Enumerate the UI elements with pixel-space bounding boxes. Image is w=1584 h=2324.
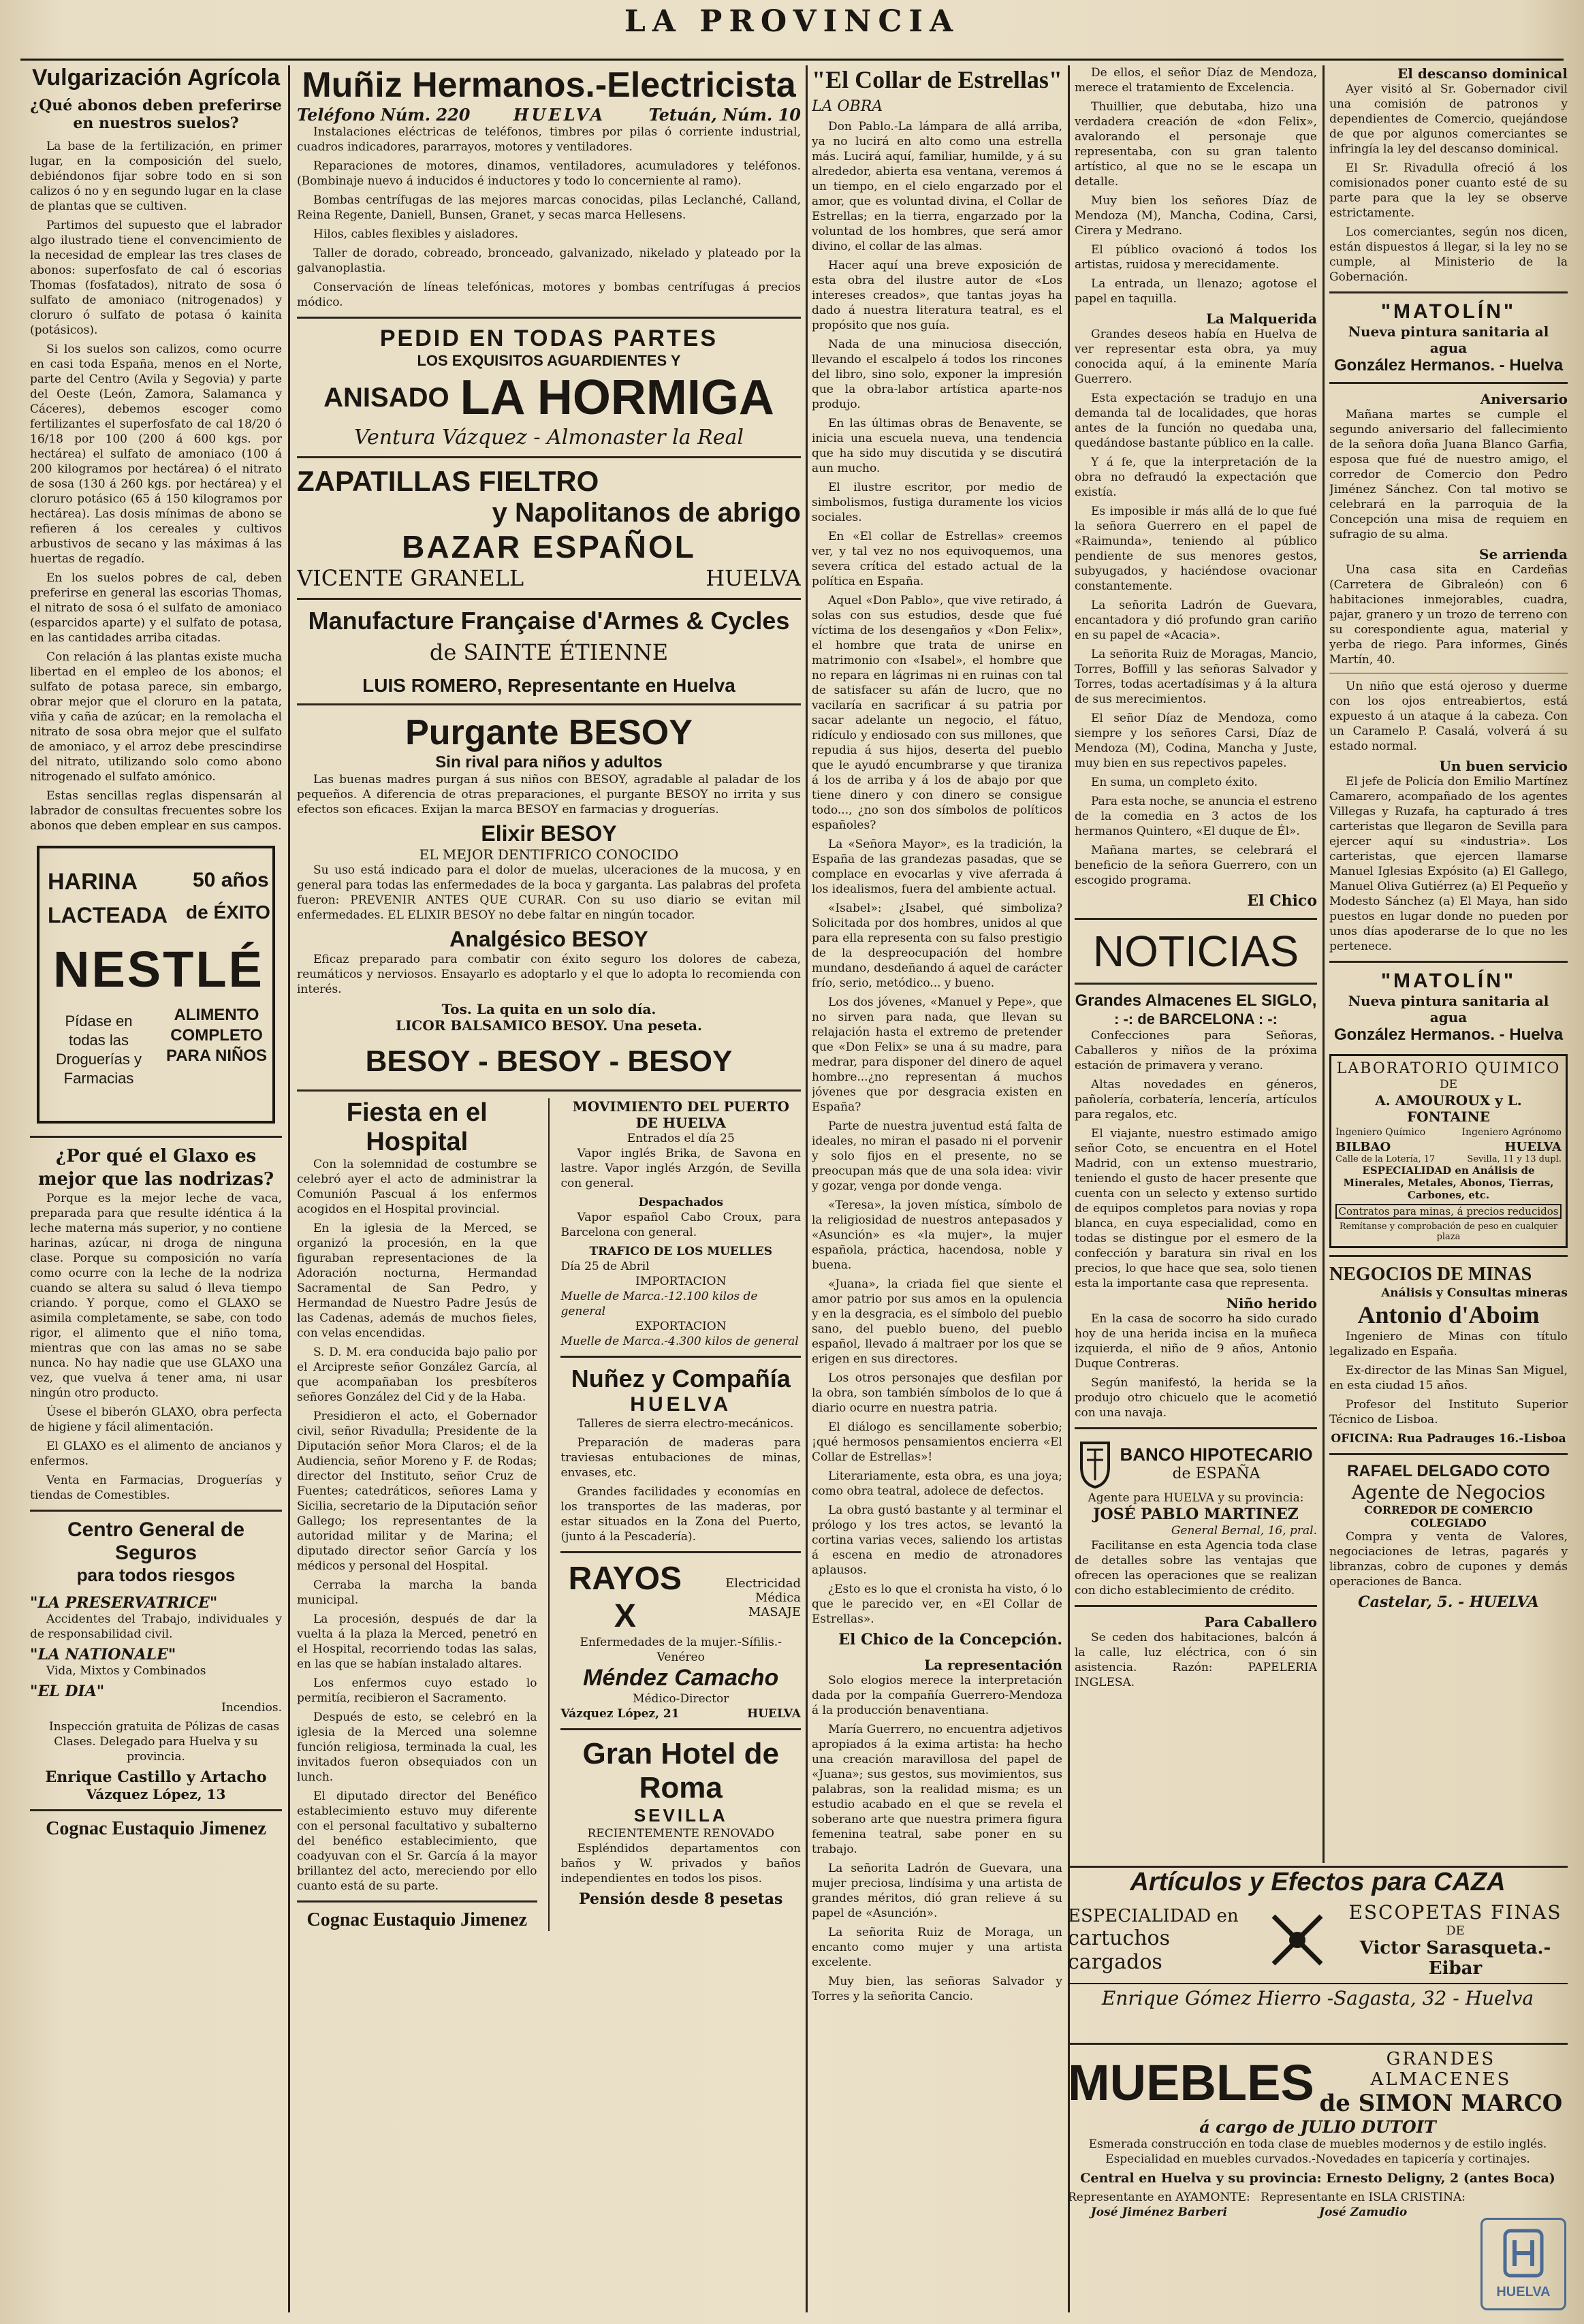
paragraph: La base de la fertilización, en primer lugar, en la composición del suelo, debiéndonos fijar sobre todo en si son calizos ó no y en segundo lugar en la clase de plantas que se cultiven. xyxy=(30,140,282,213)
muebles-ad xyxy=(1068,2043,1568,2220)
bazar-city: HUELVA xyxy=(706,565,801,591)
besoy-licor: LICOR BALSAMICO BESOY. Una peseta. xyxy=(396,1017,702,1034)
bazar-owner: VICENTE GRANELL xyxy=(297,565,524,591)
caza-especialidad: ESPECIALIDAD en xyxy=(1068,1906,1239,1926)
paragraph: El señor Díaz de Mendoza, como siempre y los señores Carsi, Díaz de Mendoza (M), Codina, Mancha y Juste, muy bien en sus repectivos papeles. xyxy=(1075,712,1317,770)
paragraph: «Isabel»: ¿Isabel, qué simboliza? Solicitada por dos hombres, unidos al que para ella representa con su falso prestigio de la despreocupación del hombre mundano, desdeñando á aquel de carácter frío, serio, metódico... y bueno. xyxy=(812,902,1062,990)
caza-cartuchos: cartuchos cargados xyxy=(1068,1926,1170,1974)
paragraph: Mañana martes, se celebrará el beneficio de la señora Guerrero, con un escogido programa. xyxy=(1075,844,1317,887)
rayos-city: HUELVA xyxy=(747,1707,801,1721)
besoy-sub: Sin rival para niños y adultos xyxy=(435,753,663,771)
nunez-line: Grandes facilidades y economías en los transportes de las maderas, por estar situados en la Zona del Puerto, (junto á la Pescadería). xyxy=(560,1485,801,1544)
banco-ad xyxy=(1075,1436,1317,1491)
paragraph: Después de esto, se celebró en la iglesia de la Merced una solemne función religiosa, terminada la cual, les invitados fueron obsequiados con un lunch. xyxy=(297,1710,537,1784)
seguros-agent: Enrique Castillo y Artacho xyxy=(45,1768,267,1786)
article-question: ¿Qué abonos deben preferirse en nuestros suelos? xyxy=(30,97,282,132)
hormiga-line1: PEDID EN TODAS PARTES xyxy=(379,325,718,351)
bazar-ad xyxy=(297,465,801,591)
divider xyxy=(30,1136,282,1138)
hotel-title: Gran Hotel de Roma xyxy=(582,1737,779,1804)
muebles-almacenes: GRANDES ALMACENES xyxy=(1370,2049,1512,2090)
divider xyxy=(297,317,801,319)
nestle-exito: de ÉXITO xyxy=(186,902,270,923)
paragraph: Cerraba la marcha la banda municipal. xyxy=(297,1578,537,1607)
electricista-title: Muñiz Hermanos.-Electricista xyxy=(302,65,796,105)
lab-name: A. AMOUROUX y L. FONTAINE xyxy=(1375,1092,1522,1125)
bazar-line1: ZAPATILLAS FIELTRO xyxy=(297,465,599,497)
hormiga-ad xyxy=(297,325,801,449)
lab-contratos: Contratos para minas, á precios reducidos xyxy=(1335,1204,1562,1219)
armes-line3: LUIS ROMERO, Representante en Huelva xyxy=(362,675,735,696)
paragraph: En suma, un completo éxito. xyxy=(1091,776,1258,789)
nestle-ad xyxy=(37,846,275,1124)
muebles-title: MUEBLES xyxy=(1068,2054,1314,2111)
minas-name: Antonio d'Aboim xyxy=(1357,1301,1540,1328)
paragraph: El diputado director del Benéfico establecimiento estuvo muy diferente con el personal facultativo y subalterno del benéfico establecimiento, que coadyuvan con el Sr. García á la mayor brillantez del acto, mereciendo por ello cuanto está de su parte. xyxy=(297,1789,537,1893)
bazar-name: BAZAR ESPAÑOL xyxy=(402,529,696,564)
column-4 xyxy=(812,65,1062,2312)
puerto-entrados: Vapor inglés Brika, de Savona en lastre. Vapor inglés Arzgón, de Sevilla con general. xyxy=(560,1147,801,1190)
paragraph: Venta en Farmacias, Droguerías y tiendas de Comestibles. xyxy=(30,1474,282,1502)
hotel-renovado: RECIENTEMENTE RENOVADO xyxy=(587,1827,774,1841)
electricista-line: Instalaciones eléctricas de teléfonos, timbres por pilas ó corriente industrial, cuadros indicadores, pararrayos, motores y ventiladores. xyxy=(297,125,801,154)
library-stamp xyxy=(1480,2218,1566,2310)
paragraph: Literariamente, esta obra, es una joya; como obra teatral, adolece de defectos. xyxy=(812,1469,1062,1498)
puerto-heading: MOVIMIENTO DEL PUERTO DE HUELVA xyxy=(572,1098,789,1131)
paragraph: El viajante, nuestro estimado amigo señor Coto, se encuentra en el Hotel Madrid, con un extenso muestrario, teniendo el gusto de hacer presente que cuenta con un selecto y extenso surtido de equipos completos para novias y ropa blanca, en cuya especialidad, como en todas se distingue por el esmero de la confección y baratura sin rival en los precios, lo que hace que sea, solo tienen esta la importante casa que representa. xyxy=(1075,1127,1317,1290)
paragraph: Úsese el biberón GLAXO, obra perfecta de higiene y fácil alimentación. xyxy=(30,1405,282,1434)
nunez-title: Nuñez y Compañía xyxy=(571,1365,791,1392)
exp-head: EXPORTACION xyxy=(635,1320,727,1333)
imp-value: Muelle de Marca.-12.100 kilos de general xyxy=(560,1290,758,1318)
paragraph: Los comerciantes, según nos dicen, están dispuestos á llegar, si la ley no se cumple, al Ministerio de la Gobernación. xyxy=(1329,225,1568,284)
muebles-desc: Esmerada construcción en toda clase de muebles modernos y de estilo inglés. Especialidad en muebles curvados.-Novedades en tapicería y cortinajes. xyxy=(1088,2137,1547,2166)
lab-addresses xyxy=(1335,1154,1562,1164)
column-1 xyxy=(30,65,282,2312)
lab-role: Ingeniero Agrónomo xyxy=(1461,1127,1562,1138)
caza-ad xyxy=(1068,1866,1568,2009)
caza-escopetas: ESCOPETAS FINAS xyxy=(1348,1901,1562,1924)
paragraph: Con relación á las plantas existe mucha libertad en el empleo de los abonos; el sulfato de potasa parece, sin embargo, obrar mejor que el cloruro en la patata, viña y caña de azúcar; en la remolacha el nitrato de sosa obra mejor que el sulfato de amoniaco, y el arroz debe prescindirse del nitrato, utilizando solo como abono nitrogenado el sulfato amónico. xyxy=(30,650,282,784)
divider xyxy=(1329,1453,1568,1455)
paragraph: El Sr. Rivadulla ofreció á los comisionados poner cuanto esté de su parte para que la ley se observe estrictamente. xyxy=(1329,161,1568,220)
paragraph: La señorita Ladrón de Guevara, encantadora y dió profundo gran cariño en su papel de «Acacia». xyxy=(1075,599,1317,642)
matolin-sub: Nueva pintura sanitaria al agua xyxy=(1348,993,1549,1025)
paragraph: Si los suelos son calizos, como ocurre en casi toda España, menos en el Norte, parte del Centro (Avila y Segovia) y parte del Oeste (León, Zamora, Salamanca y Cáceres), debemos escoger como fertilizantes el superfosfato de cal 18/20 ó 16/18 por 100 (200 á 600 kgs. por hectárea) el sulfato de amoniaco (100 á 200 kilogramos por hectárea) ó el nitrato de sosa (130 á 260 kgs. por hectárea) y el cloruro potásico (65 á 150 kilogramos por hectárea). Las dosis mínimas de abono se refieren á los cereales y cultivos arbustivos de secano y las máximas á las huertas de regadío. xyxy=(30,343,282,566)
nestle-harina: HARINA xyxy=(48,869,138,895)
divider xyxy=(297,1900,537,1903)
paragraph: La señorita Ruiz de Moragas, Mancio, Torres, Boffill y las señoras Salvador y Torres, todas acertadísimas y á la altura de sus merecimientos. xyxy=(1075,648,1317,706)
rayos-row xyxy=(560,1560,801,1635)
signature: El Chico de la Concepción. xyxy=(838,1631,1062,1649)
divider xyxy=(297,598,801,600)
electricista-ad xyxy=(297,65,801,310)
besoy-elixir: Elixir BESOY xyxy=(481,821,617,846)
divider xyxy=(1329,291,1568,293)
paragraph: La señorita Ladrón de Guevara, una mujer preciosa, lindísima y una artista de grandes méritos, dió gran relieve á su papel de «Asunción». xyxy=(812,1862,1062,1920)
nunez-line: Talleres de sierra electro-mecánicos. xyxy=(577,1417,794,1431)
paragraph: Con la solemnidad de costumbre se celebró ayer el acto de administrar la Comunión Pascual á los enfermos acogidos en el Hospital provincial. xyxy=(297,1158,537,1216)
rayos-addr-row xyxy=(560,1706,801,1721)
paragraph: Según manifestó, la herida se la produjo otro chicuelo que le acometió con una navaja. xyxy=(1075,1376,1317,1420)
bazar-owner-row xyxy=(297,565,801,591)
cognac-ad: Cognac Eustaquio Jimenez xyxy=(306,1909,528,1930)
nestle-pidase: Pídase en todas las Droguerías y Farmacias xyxy=(56,1013,142,1087)
seguros-subheading: para todos riesgos xyxy=(76,1565,236,1585)
trafico-date: Día 25 de Abril xyxy=(560,1260,650,1273)
paragraph: En las últimas obras de Benavente, se inicia una escuela nueva, una tendencia que ha sido muy discutida y se discutirá aun mucho. xyxy=(812,417,1062,475)
coto-desc: Compra y venta de Valores, negociaciones de letras, pagarés y libranzas, cobro de cupones y demás operaciones de Banca. xyxy=(1329,1530,1568,1589)
nestle-brand: NESTLÉ xyxy=(53,941,264,998)
stamp-emblem-icon xyxy=(1500,2227,1547,2281)
besoy-paragraph: Eficaz preparado para combatir con éxito seguro los dolores de cabeza, reumáticos y nerviosos. Ensayarlo es adoptarlo y el que lo adopta lo recomienda con interés. xyxy=(297,953,801,996)
paragraph: El jefe de Policía don Emilio Martínez Camarero, acompañado de los agentes Villegas y Ruzafa, ha capturado á tres carteristas que llegaron de Sevilla para ejercer aquí su «industria». Los carteristas, que ejercen llamarse Manuel Iglesias Expósito (a) El Gallego, Manuel Oliva Gutiérrez (a) El Pequeño y Modesto Sánchez (a) El Maya, han sido puestos en lugar donde no pueden por unos días apoderarse de lo que no les pertenece. xyxy=(1329,775,1568,953)
collar-heading: "El Collar de Estrellas" xyxy=(812,66,1062,93)
paragraph: En la iglesia de la Merced, se organizó la procesión, en la que figuraban representaciones de la Adoración nocturna, Hermandad Sacramental de San Pedro, y Hermandad de Nuestro Padre Jesús de las Cadenas, además de muchos fieles, con velas encendidas. xyxy=(297,1222,537,1340)
divider xyxy=(1329,1255,1568,1257)
article-body xyxy=(30,139,282,833)
paragraph: El diálogo es sencillamente soberbio; ¡qué hermosos pensamientos encierra «El Collar de Estrellas»! xyxy=(812,1420,1062,1464)
banco-titles xyxy=(1115,1444,1317,1482)
column-2 xyxy=(297,65,801,2312)
hotel-price: Pensión desde 8 pesetas xyxy=(579,1890,783,1908)
paragraph: Porque es la mejor leche de vaca, preparada para que resulte idéntica á la leche materna más superior, y no contiene harinas, azúcar, ni droga de ninguna clase. Porque su composición no varía como ocurre con la leche de la nodriza cuando se altera su salud ó lleva tiempo criando. Y porque, como el GLAXO se asimila completamente, se sabe, con todo rigor, el alimento que el niño toma, mientras que con las amas no se sabe nunca. No hay nadie que use GLAXO una vez, que vuelva á tener ama, ni usar ningún otro producto. xyxy=(30,1192,282,1400)
paragraph: Un niño que está ojeroso y duerme con los ojos entreabiertos, está expuesto á un ataque á la cabeza. Con un Caramelo P. Casalá, volverá á su estado normal. xyxy=(1329,680,1568,753)
matolin-maker: González Hermanos. - Huelva xyxy=(1333,356,1564,375)
nunez-line: Preparación de maderas para traviesas entubaciones de minas, envases, etc. xyxy=(560,1436,801,1480)
nestle-lacteada: LACTEADA xyxy=(48,903,168,927)
lab-role: Ingeniero Químico xyxy=(1335,1127,1426,1138)
paragraph: Muy bien, las señoras Salvador y Torres y la señorita Cancio. xyxy=(812,1975,1062,2003)
caza-left xyxy=(1068,1906,1252,1974)
caballero-heading: Para Caballero xyxy=(1204,1614,1317,1630)
column-5 xyxy=(1075,65,1317,1856)
herido-heading: Niño herido xyxy=(1226,1295,1317,1311)
muebles-store xyxy=(1314,2049,1568,2117)
besoy-paragraph: Las buenas madres purgan á sus niños con BESOY, agradable al paladar de los pequeños. A diferencia de otras preparaciones, el purgante BESOY no irrita y sus efectos son eficaces. Exijan la marca BESOY en farmacias y droguerías. xyxy=(297,773,801,816)
banco-sub: de ESPAÑA xyxy=(1172,1465,1261,1482)
coto-corredor: CORREDOR DE COMERCIO COLEGIADO xyxy=(1364,1503,1533,1529)
lab-address: Sevilla, 11 y 13 dupl. xyxy=(1467,1154,1562,1164)
minas-sub: Análisis y Consultas mineras xyxy=(1381,1286,1568,1300)
lab-cities xyxy=(1335,1140,1562,1154)
paragraph: El público ovacionó á todos los artistas, ruidosa y merecidamente. xyxy=(1075,243,1317,272)
banco-desc: Facilitanse en esta Agencia toda clase de detalles sobre las ventajas que ofrecen las operaciones que se realizan con dicho establecimiento de crédito. xyxy=(1075,1539,1317,1597)
armes-line2: de SAINTE ÉTIENNE xyxy=(429,639,669,665)
hotel-desc: Espléndidos departamentos con baños y W. privados y baños independientes en todos los pisos. xyxy=(560,1842,801,1885)
muebles-owner: de SIMON MARCO xyxy=(1319,2090,1563,2117)
nunez-city: HUELVA xyxy=(630,1393,732,1416)
muebles-central: Central en Huelva y su provincia: Ernesto Deligny, 2 (antes Boca) xyxy=(1080,2171,1555,2186)
column-rule xyxy=(806,65,808,2312)
masthead xyxy=(20,0,1564,61)
besoy-ad xyxy=(297,712,801,1079)
coto-address: Castelar, 5. - HUELVA xyxy=(1358,1593,1539,1611)
hormiga-anisado: ANISADO xyxy=(323,382,449,413)
divider xyxy=(1075,918,1317,920)
paragraph: En «El collar de Estrellas» creemos ver, y tal vez no nos equivoquemos, una severa crítica del estado actual de la política en España. xyxy=(812,530,1062,588)
besoy-analgesico: Analgésico BESOY xyxy=(449,927,648,951)
arrienda-heading: Se arrienda xyxy=(1479,546,1568,562)
paragraph: En la casa de socorro ha sido curado hoy de una herida incisa en la muñeca izquierda, el niño de 9 años, Antonio Duque Contreras. xyxy=(1075,1312,1317,1371)
banco-address: General Bernal, 16, pral. xyxy=(1171,1524,1317,1538)
paragraph: Don Pablo.-La lámpara de allá arriba, ya no lucirá en alto como una estrella más. Lucirá aquí, familiar, humilde, y á su alrededor, abierta esa ventana, veremos á un tiempo, en el cielo engarzado por el amor, que es voluntad divina, el Collar de Estrellas; en la tierra, engarzado por la voluntad de los hombres, que será amor divino, el collar de las almas. xyxy=(812,120,1062,253)
banco-agent: JOSÉ PABLO MARTINEZ xyxy=(1093,1506,1299,1523)
muebles-rep xyxy=(1261,2190,1466,2220)
caza-row xyxy=(1068,1901,1568,1979)
electricista-line: Taller de dorado, cobreado, bronceado, galvanizado, nikelado y plateado por la galvanoplastia. xyxy=(297,246,801,275)
coto-name: RAFAEL DELGADO COTO xyxy=(1347,1462,1550,1480)
rayos-name: Méndez Camacho xyxy=(583,1665,779,1691)
muebles-rep-name: José Zamudio xyxy=(1319,2206,1408,2219)
repr-heading: La representación xyxy=(924,1657,1062,1673)
paragraph: Y á fe, que la interpretación de la obra no defraudó la expectación que existía. xyxy=(1075,456,1317,499)
electricista-address: Tetuán, Núm. 10 xyxy=(648,105,801,125)
column-rule xyxy=(288,65,290,2312)
column-6 xyxy=(1329,65,1568,1856)
paragraph: Estas sencillas reglas dispensarán al labrador de consultas frecuentes sobre los abonos que deben emplear en sus campos. xyxy=(30,789,282,833)
bazar-line2: y Napolitanos de abrigo xyxy=(492,498,801,528)
paragraph: «Teresa», la joven mística, símbolo de la religiosidad de nuestros antepasados y «Asunción» es «la mujer», la mujer española, práctica, hacendosa, noble y buena. xyxy=(812,1198,1062,1272)
divider xyxy=(30,1510,282,1512)
seguros-heading: Centro General de Seguros xyxy=(67,1518,245,1564)
divider xyxy=(297,703,801,705)
minas-title: NEGOCIOS DE MINAS xyxy=(1329,1264,1532,1285)
nestle-alimento: ALIMENTO COMPLETO PARA NIÑOS xyxy=(165,1006,267,1065)
divider xyxy=(1075,983,1317,985)
besoy-tos: Tos. La quita en un solo día. xyxy=(441,1001,656,1017)
column-rule xyxy=(548,1098,550,1931)
paragraph: Altas novedades en géneros, pañolería, corbatería, lencería, artículos para regalos, etc. xyxy=(1075,1078,1317,1121)
signature: El Chico xyxy=(1247,892,1317,910)
seguros-company: "LA NATIONALE" xyxy=(30,1646,176,1664)
puerto-despachados-head: Despachados xyxy=(638,1196,724,1209)
hormiga-line2: LOS EXQUISITOS AGUARDIENTES Y xyxy=(417,352,681,369)
paragraph: La entrada, un llenazo; agotose el papel en taquilla. xyxy=(1075,277,1317,306)
paragraph: Nada de una minuciosa disección, llevando el escalpelo á todos los rincones del libro, sino solo, exponer la impresión que la obra-labor artística aparte-nos produjo. xyxy=(812,338,1062,411)
trafico-head: TRAFICO DE LOS MUELLES xyxy=(589,1245,773,1258)
matolin-title: "MATOLÍN" xyxy=(1380,300,1517,323)
matolin-title: "MATOLÍN" xyxy=(1380,970,1517,992)
cognac-ad: Cognac Eustaquio Jimenez xyxy=(46,1818,266,1839)
paragraph: Solo elogios merece la interpretación dada por la compañía Guerrero-Mendoza á la producción benaventiana. xyxy=(812,1674,1062,1717)
paragraph: Los enfermos cuyo estado lo permitía, recibieron el Sacramento. xyxy=(297,1676,537,1705)
divider xyxy=(1075,1427,1317,1429)
besoy-footer: BESOY - BESOY - BESOY xyxy=(365,1045,733,1078)
armes-line1: Manufacture Française d'Armes & Cycles xyxy=(308,607,790,635)
siglo-heading: Grandes Almacenes EL SIGLO, xyxy=(1075,991,1317,1010)
collar-sub: LA OBRA xyxy=(812,98,883,115)
rayos-address: Vázquez López, 21 xyxy=(560,1707,680,1721)
puerto-despachados: Vapor español Cabo Croux, para Barcelona con general. xyxy=(560,1211,801,1239)
banco-agent-label: Agente para HUELVA y su provincia: xyxy=(1088,1491,1304,1505)
rayos-title: RAYOS X xyxy=(568,1561,682,1634)
divider xyxy=(1329,961,1568,963)
column-rule xyxy=(1322,65,1325,1863)
divider xyxy=(560,1728,801,1730)
nestle-years: 50 años xyxy=(193,869,269,891)
paragraph: Muy bien los señores Díaz de Mendoza (M), Mancha, Codina, Carsi, Cirera y Medrano. xyxy=(1075,194,1317,238)
lab-title: LABORATORIO QUIMICO xyxy=(1336,1060,1561,1077)
paragraph: Grandes deseos había en Huelva de ver representar esta obra, ya muy conocida aquí, á la eminente María Guerrero. xyxy=(1075,328,1317,386)
lab-de: DE xyxy=(1439,1078,1458,1092)
paragraph: Aquel «Don Pablo», que vive retirado, á solas con sus estudios, desde que fué víctima de los desengaños y «Don Felix», el hombre que trata de unirse en matrimonio con «Isabel», el hombre que no repara en lágrimas ni en ruinas con tal de satisfacer su afán de lucro, que no vacilaría en sacrificar á su patria por sacar adelante un negocio, el fátuo, ridículo y endiosado con sus millones, que repudia á sus hijos, deserta del pueblo que le ayudó encumbrarse y que tiraniza á los de arriba y á los de abajo por que tiene dinero y con dinero se consigue todo..., ¿no son dos símbolos de políticos españoles? xyxy=(812,594,1062,832)
paragraph: La «Señora Mayor», es la tradición, la España de las grandezas pasadas, que se complace en evocarlas y vive aferrada á los idealismos, fuera del ambiente actual. xyxy=(812,838,1062,896)
banco-title: BANCO HIPOTECARIO xyxy=(1120,1444,1313,1465)
paragraph: Mañana martes se cumple el segundo aniversario del fallecimiento de la señora doña Juana Blanco Garfia, esposa que fué de nuestro amigo, el corredor de Comercio don Pedro Jiménez Sánchez. Con tal motivo se celebrará en la parroquia de la Concepción una misa de requiem en sufragio de su alma. xyxy=(1329,408,1568,541)
glaxo-heading: ¿Por qué el Glaxo es mejor que las nodrizas? xyxy=(37,1146,274,1190)
divider xyxy=(1329,382,1568,384)
electricista-city: HUELVA xyxy=(513,105,606,125)
crossed-rifles-icon xyxy=(1267,1909,1328,1971)
paragraph: Esta expectación se tradujo en una demanda tal de localidades, que horas antes de la función no quedaba una, quedándose bastante público en la calle. xyxy=(1075,392,1317,450)
caza-de: DE xyxy=(1446,1924,1465,1938)
paragraph: El ilustre escritor, por medio de simbolismos, fustiga duramente los vicios sociales. xyxy=(812,481,1062,524)
muebles-rep-name: José Jiménez Barberi xyxy=(1090,2206,1227,2219)
hormiga-brand: LA HORMIGA xyxy=(460,370,774,425)
paragraph: Una casa sita en Cardeñas (Carretera de Gibraleón) con 6 habitaciones inmejorables, cuadra, pajar, granero y un trozo de terreno con su corespondiente agua, material y yerba de riego. Para informes, Ginés Martín, 40. xyxy=(1329,563,1568,667)
muebles-header xyxy=(1068,2049,1568,2117)
imp-head: IMPORTACION xyxy=(635,1275,727,1288)
muebles-rep-label: Representante en AYAMONTE: xyxy=(1068,2191,1250,2204)
divider xyxy=(560,1356,801,1358)
paragraph: Presidieron el acto, el Gobernador civil, señor Rivadulla; Presidente de la Diputación señor Mora Claros; el de la Audiencia, señor Moreno y F. de Rodas; director del Instituto, señor Cruz de Fuentes; catedráticos, señores Lama y Sicilia, secretario de la Diputación señor Gallego; los representantes de la autoridad militar y de Marina; el diputado director señor García y los médicos y personal del Hospital. xyxy=(297,1410,537,1573)
divider xyxy=(1075,1605,1317,1607)
paragraph: Parte de nuestra juventud está falta de ideales, no miran el pasado ni el porvenir y solo fijos en el presente, no se preocupan más que de una sola idea: vivir y gozar, venga por donde venga. xyxy=(812,1119,1062,1193)
besoy-title: Purgante BESOY xyxy=(405,713,693,752)
minas-line: Profesor del Instituto Superior Técnico de Lisboa. xyxy=(1329,1398,1568,1427)
seguros-address: Vázquez López, 13 xyxy=(86,1786,226,1802)
malq-heading: La Malquerida xyxy=(1205,311,1317,327)
fiesta-article xyxy=(297,1098,537,1931)
hormiga-brand-row xyxy=(297,370,801,426)
paragraph: La señorita Ruiz de Moraga, un encanto como mujer y una artista excelente. xyxy=(812,1926,1062,1969)
electricista-line: Conservación de líneas telefónicas, motores y bombas centrífugas á precios módico. xyxy=(297,281,801,309)
muebles-rep xyxy=(1068,2190,1250,2220)
coto-role: Agente de Negocios xyxy=(1351,1481,1546,1503)
divider xyxy=(560,1551,801,1553)
minas-office: OFICINA: Rua Padrauges 16.-Lisboa xyxy=(1331,1432,1566,1446)
paragraph: Hacer aquí una breve exposición de esta obra del ilustre autor de «Los intereses creados», que tantas joyas ha dado á nuestra literatura teatral, es el propósito que nos guía. xyxy=(812,259,1062,332)
paragraph: María Guerrero, no encuentra adjetivos apropiados á la exima artista: ha hecho una creación maravillosa del papel de «Juana»; sus gestos, sus movimientos, sus palabras, son la realidad misma; es un estudio acabado en el que se revela el soberano arte que nuestra primera figura femenina teatral, sabe poner en su trabajo. xyxy=(812,1723,1062,1856)
caza-right xyxy=(1343,1901,1568,1979)
seguros-desc: Vida, Mixtos y Combinados xyxy=(46,1664,206,1678)
paragraph: Es imposible ir más allá de lo que fué la señora Guerrero en el papel de «Raimunda», teniendo al público pendiente de sus menores gestos, subyugados, y haciéndose ovacionar constantemente. xyxy=(1075,505,1317,593)
paragraph: Partimos del supuesto que el labrador algo ilustrado tiene el convencimiento de la necesidad de emplear las tres clases de abonos: superfosfato de cal ó escorias Thomas (fosfatados), nitrato de sosa ó sulfato de amoniaco (nitrogenados) y cloruro ó sulfato de potasa ó kainita (potásicos). xyxy=(30,219,282,337)
minas-line: Ex-director de las Minas San Miguel, en esta ciudad 15 años. xyxy=(1329,1364,1568,1392)
rayos-tags xyxy=(689,1576,801,1619)
divider xyxy=(297,456,801,458)
caza-title: Artículos y Efectos para CAZA xyxy=(1130,1868,1506,1896)
lab-city: BILBAO xyxy=(1335,1140,1391,1154)
divider xyxy=(297,1089,801,1092)
masthead-title: LA PROVINCIA xyxy=(624,4,960,39)
column-3 xyxy=(560,1098,801,1931)
caballero-text: Se ceden dos habitaciones, balcón á la calle, luz eléctrica, con ó sin asistencia. Razón: PAPELERIA INGLESA. xyxy=(1075,1631,1317,1689)
siglo-sub: : -: de BARCELONA : -: xyxy=(1114,1010,1278,1028)
paragraph: El GLAXO es el alimento de ancianos y enfermos. xyxy=(30,1439,282,1468)
electricista-line: Hilos, cables flexibles y aisladores. xyxy=(313,227,518,241)
paragraph: La procesión, después de dar la vuelta á la plaza la Merced, penetró en el Hospital, recorriendo todas las salas, en las que se habían instalado altares. xyxy=(297,1612,537,1671)
paragraph: Confecciones para Señoras, Caballeros y niños de la próxima estación de primavera y verano. xyxy=(1075,1029,1317,1072)
besoy-paragraph: Su uso está indicado para el dolor de muelas, ulceraciones de la mucosa, y en general para todas las enfermedades de la boca y garganta. Las palabras del profeta fueron: PREVENIR ANTES QUE CURAR. Con su uso diario se evitan mil enfermedades. EL ELIXIR BESOY no debe faltar en ningún tocador. xyxy=(297,863,801,922)
lab-city: HUELVA xyxy=(1504,1140,1562,1154)
paragraph: La obra gustó bastante y al terminar el prólogo y los tres actos, se levantó la cortina varias veces, saliendo los artistas á escena en medio de atronadores aplausos. xyxy=(812,1503,1062,1577)
exp-value: Muelle de Marca.-4.300 kilos de general xyxy=(560,1335,799,1348)
paragraph: En los suelos pobres de cal, deben preferirse en general las escorias Thomas, el nitrato de sosa ó el sulfato de amoniaco (esparcidos aparte) y el sulfato de potasa, en las cantidades arriba citadas. xyxy=(30,571,282,645)
muebles-cargo: á cargo de JULIO DUTOIT xyxy=(1199,2117,1436,2137)
lab-especialidad: ESPECIALIDAD en Análisis de Minerales, Metales, Abonos, Tierras, Carbones, etc. xyxy=(1343,1164,1554,1201)
coat-of-arms-icon xyxy=(1075,1436,1115,1491)
hormiga-maker: Ventura Vázquez - Almonaster la Real xyxy=(354,426,744,449)
paragraph: Los dos jóvenes, «Manuel y Pepe», que no sirven para nada, que llevan su relajación hasta el extremo de pretender que «Don Felix» se una á su madre, para medrar, para disponer del dinero de aquel hombre...¿no representan á muchos jóvenes que por desgracia existen en España? xyxy=(812,996,1062,1114)
paragraph: Ayer visitó al Sr. Gobernador civil una comisión de patronos y dependientes de Comercio, quejándose de que por algunos comerciantes se infringía la ley del descanso dominical. xyxy=(1329,82,1568,156)
electricista-line: Bombas centrífugas de las mejores marcas conocidas, pilas Leclanché, Calland, Reina Regente, Daniell, Bunsen, Granet, y secas marca Hellesens. xyxy=(297,193,801,222)
hotel-city: SEVILLA xyxy=(633,1805,728,1826)
aniversario-heading: Aniversario xyxy=(1480,391,1568,407)
electricista-phone: Teléfono Núm. 220 xyxy=(297,105,471,125)
paragraph: «Juana», la criada fiel que siente el amor patrio por sus amos en la opulencia y en la desgracia, es el símbolo del pueblo sano, del pueblo bueno, del pueblo español, llevado á maltraer por los que se erigen en sus directores. xyxy=(812,1277,1062,1366)
caza-maker: Victor Sarasqueta.-Eibar xyxy=(1359,1938,1551,1979)
stamp-label: HUELVA xyxy=(1496,2285,1551,2299)
rayos-role: Médico-Director xyxy=(633,1692,729,1706)
rayos-sub: Enfermedades de la mujer.-Sífilis.-Venéreo xyxy=(580,1636,782,1664)
servicio-heading: Un buen servicio xyxy=(1439,758,1568,774)
electricista-line: Reparaciones de motores, dinamos, ventiladores, acumuladores y teléfonos. (Bombinaje nuevo á inducidos é inductores y todo lo concerniente al ramo). xyxy=(297,159,801,188)
matolin-sub: Nueva pintura sanitaria al agua xyxy=(1348,323,1549,356)
lab-address: Calle de la Lotería, 17 xyxy=(1335,1154,1436,1164)
caza-address: Enrique Gómez Hierro -Sagasta, 32 - Huelva xyxy=(1068,1983,1568,2009)
muebles-reps xyxy=(1068,2190,1568,2220)
paragraph: ¿Esto es lo que el cronista ha visto, ó lo que le parecido ver, en «El Collar de Estrellas». xyxy=(812,1582,1062,1626)
minas-line: Ingeniero de Minas con título legalizado en España. xyxy=(1329,1330,1568,1358)
seguros-company: "LA PRESERVATRICE" xyxy=(30,1594,218,1612)
laboratorio-ad xyxy=(1329,1054,1568,1248)
divider xyxy=(30,1809,282,1811)
descanso-heading: El descanso dominical xyxy=(1397,65,1568,82)
puerto-sub: Entrados el día 25 xyxy=(627,1132,735,1145)
section-heading: Vulgarización Agrícola xyxy=(31,65,280,91)
armes-ad xyxy=(297,607,801,697)
col2-lower xyxy=(297,1098,801,1931)
paragraph: Los otros personajes que desfilan por la obra, son también símbolos de lo que á diario ocurre en nuestra patria. xyxy=(812,1371,1062,1415)
seguros-footer: Inspección gratuita de Pólizas de casas Clases. Delegado para Huelva y su provincia. xyxy=(48,1720,280,1764)
seguros-company: "EL DIA" xyxy=(30,1683,105,1700)
lab-roles xyxy=(1335,1125,1562,1140)
paragraph: S. D. M. era conducida bajo palio por el Arcipreste señor González García, al que acompañaban los presbíteros señores González del Cid y de la Haba. xyxy=(297,1346,537,1404)
noticias-heading: NOTICIAS xyxy=(1092,927,1299,976)
paragraph: Para esta noche, se anuncia el estreno de la comedia en 3 actos de los hermanos Quintero, «El duque de Él». xyxy=(1075,795,1317,838)
matolin-maker: González Hermanos. - Huelva xyxy=(1333,1025,1564,1044)
besoy-elixir-sub: EL MEJOR DENTIFRICO CONOCIDO xyxy=(419,846,679,863)
paragraph: Thuillier, que debutaba, hizo una verdadera creación de «don Felix», avalorando el personaje que representaba, con su gran talento artístico, al que no se le escapa un detalle. xyxy=(1075,100,1317,189)
seguros-desc: Accidentes del Trabajo, individuales y de responsabilidad civil. xyxy=(30,1612,282,1641)
rayos-tag: MASAJE xyxy=(748,1604,801,1619)
fiesta-heading: Fiesta en el Hospital xyxy=(346,1098,488,1156)
rayos-tag: Electricidad Médica xyxy=(725,1576,801,1605)
seguros-desc: Incendios. xyxy=(221,1701,282,1715)
muebles-rep-label: Representante en ISLA CRISTINA: xyxy=(1261,2191,1466,2204)
lab-muestras: Remítanse y comprobación de peso en cualquier plaza xyxy=(1339,1222,1558,1242)
paragraph: De ellos, el señor Díaz de Mendoza, merece el tratamiento de Excelencia. xyxy=(1075,66,1317,95)
electricista-contact xyxy=(297,105,801,125)
